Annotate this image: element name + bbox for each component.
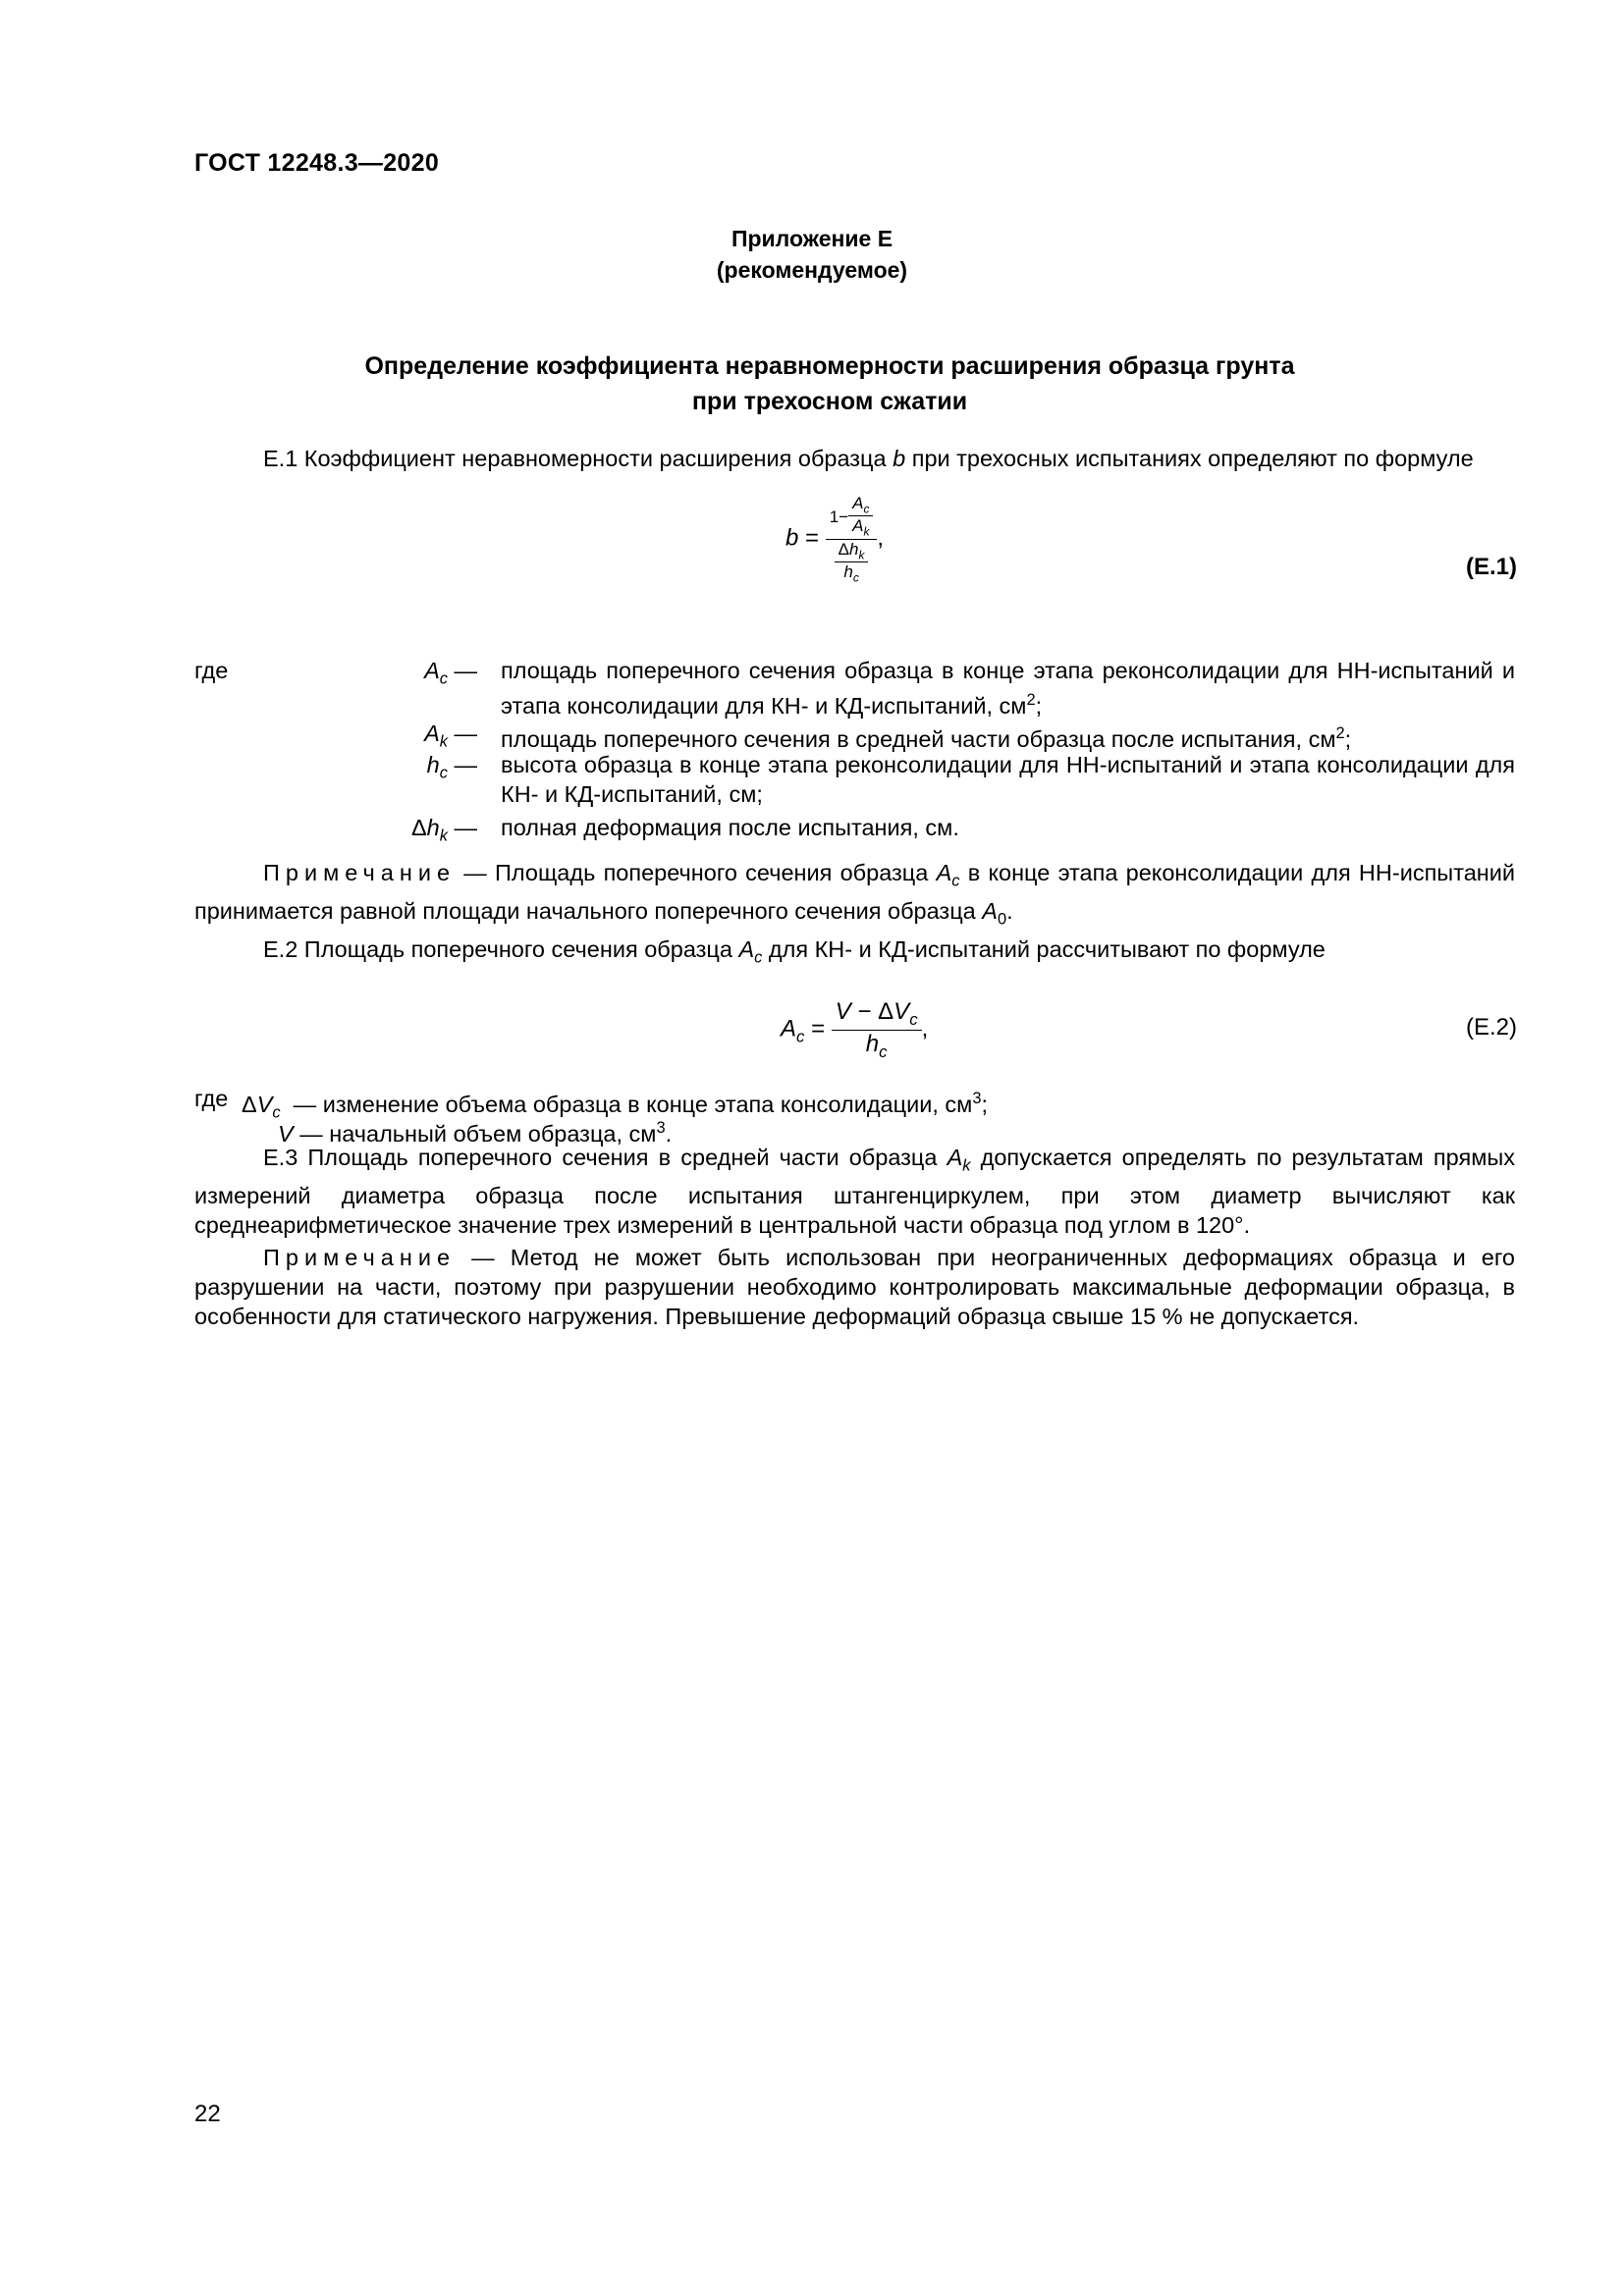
formula-e2: $A_c$ = $\frac{V - \Delta V_c}{h_c}$ , (781, 998, 929, 1061)
paragraph-e3: Е.3 Площадь поперечного сечения в средней части образца $A_k$ допускается определять по результатам прямых измерений диаметра образца после испытания штангенциркулем, при этом диаметр вычисляют как среднеарифметическое значение трех измерений в центральной части образца под углом в 120°. (194, 1145, 1515, 1238)
equation-number-e1: (Е.1) (1465, 554, 1517, 580)
formula-e1-fraction: 1− $\frac{A_c}{A_k}$ $\frac{\Delta h_k}{h_c}$ (826, 494, 878, 585)
annex-type: (рекомендуемое) (716, 257, 908, 283)
document-page: ГОСТ 12248.3—2020 Приложение Е (рекомендуемое) Определение коэффициента неравномерности расширения образца грунта при трехосном сжатии Е.1 Коэффициент неравномерности расширения образца b при трехосных испытаниях определяют по формуле b = 1− $\frac{A_c}{A_k}$ $\frac{\Delta h_k}{h_c}$ , (Е.1) где $A_c$ — площадь поперечного сечения образца в конце этапа реконсолидации для НН-испытаний и этапа консолидации для КН- и КД-испытаний, $см^2$; $A_k$ — площадь поперечного сечения в средней части образца после испытания, $см^2$; $h_c$ — высота образца в конце этапа реконсолидации для НН-испытаний и этапа консолидации для КН- и КД-испытаний, см; $\Delta h_k$ — полная деформация после испытания, см. Примечание — Площадь поперечного сечения образца $A_c$ в конце этапа реконсолидации для НН-испытаний принимается равной площади начального поперечного сечения образца $A_0$. Е.2 Площадь поперечного сечения образца $A_c$ для КН- и КД-испытаний рассчитывают по формуле $A_c$ = $\frac{V - \Delta V_c}{h_c}$ , (Е.2) где $\Delta V_c$ — изменение объема образца в конце этапа консолидации, $см^3$; V — начальный объем образца, $см^3$. Е.3 Площадь поперечного сечения в средней части образца $A_k$ допускается определять по результатам прямых измерений диаметра образца после испытания штангенциркулем, при этом диаметр вычисляют как среднеарифметическое значение трех измерений в центральной части образца под углом в 120°. Примечание — Метод не может быть использован при неограниченных деформациях образца и его разрушении на части, поэтому при разрушении необходимо контролировать максимальные деформации образца, в особенности для статического нагружения. Превышение деформаций образца свыше 15 % не допускается. 22 (0, 0, 1624, 2296)
page-number: 22 (194, 2101, 221, 2127)
section-title (295, 348, 1365, 419)
section-title-line2: при трехосном сжатии (691, 388, 968, 415)
note-e3: Примечание — Метод не может быть использован при неограниченных деформациях образца и его разрушении на части, поэтому при разрушении необходимо контролировать максимальные деформации образца, в особенности для статического нагружения. Превышение деформаций образца свыше 15 % не допускается. (194, 1245, 1516, 1329)
annex-title: Приложение Е (731, 226, 893, 251)
note-e1: Примечание — Площадь поперечного сечения образца $A_c$ в конце этапа реконсолидации для НН-испытаний принимается равной площади начального поперечного сечения образца $A_0$. (194, 860, 1515, 929)
section-title-line1: Определение коэффициента неравномерности расширения образца грунта (364, 352, 1295, 380)
equation-number-e2: (Е.2) (1465, 1014, 1517, 1041)
paragraph-e2: Е.2 Площадь поперечного сечения образца $A_c$ для КН- и КД-испытаний рассчитывают по формуле (263, 936, 1326, 967)
formula-e2-fraction: $\frac{V - \Delta V_c}{h_c}$ (832, 998, 922, 1062)
document-code: ГОСТ 12248.3—2020 (194, 149, 440, 177)
formula-e1: b = 1− $\frac{A_c}{A_k}$ $\frac{\Delta h_k}{h_c}$ , (785, 494, 885, 585)
paragraph-e1: Е.1 Коэффициент неравномерности расширения образца b при трехосных испытаниях определяют по формуле (263, 446, 1474, 471)
